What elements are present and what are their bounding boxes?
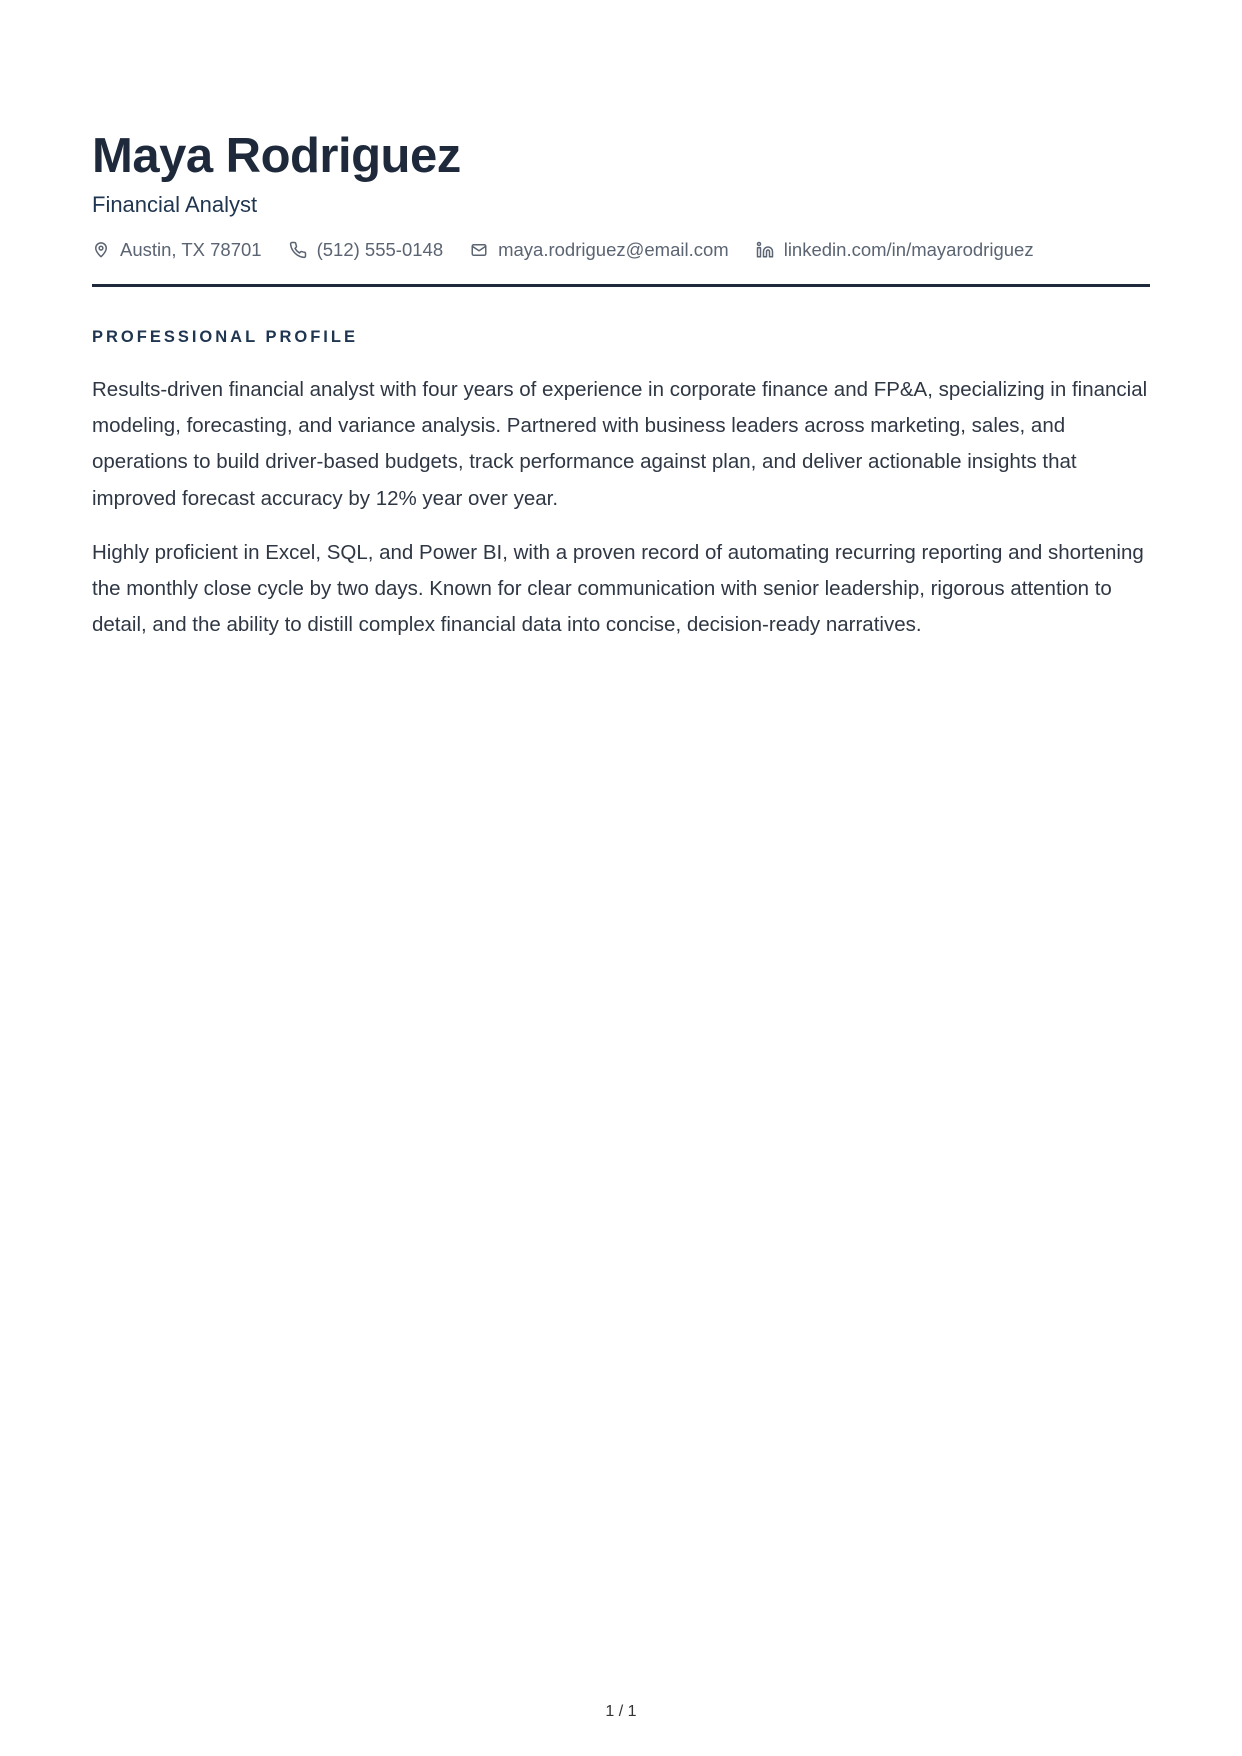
header-divider [92,284,1150,287]
phone-icon [289,241,307,259]
email-text: maya.rodriguez@email.com [498,239,729,260]
candidate-name: Maya Rodriguez [92,129,461,183]
location-text: Austin, TX 78701 [120,239,262,260]
job-title: Financial Analyst [92,192,258,217]
profile-section [92,372,1150,661]
linkedin-text: linkedin.com/in/mayarodriguez [783,239,1034,260]
phone-text: (512) 555-0148 [316,239,444,260]
contact-phone[interactable] [289,239,444,261]
profile-paragraph: Results-driven financial analyst with four years of experience in corporate finance and FP&A, specializing in financial modeling, forecasting, and variance analysis. Partnered with business leaders across marketing, sales, and operations to build driver-based budgets, track performance against plan, and deliver actionable insights that improved forecast accuracy by 12% year over year. [92,378,1148,510]
contact-linkedin[interactable] [756,239,1034,261]
contact-email[interactable] [470,239,729,261]
profile-paragraph: Highly proficient in Excel, SQL, and Power BI, with a proven record of automating recurring reporting and shortening the monthly close cycle by two days. Known for clear communication with senior leadership, rigorous attention to detail, and the ability to distill complex financial data into concise, decision-ready narratives. [92,540,1144,637]
contact-location [92,239,262,261]
page-number: 1 / 1 [605,1703,637,1720]
linkedin-icon [756,241,774,259]
contact-bar [92,236,1061,264]
mail-icon [470,241,488,259]
profile-heading: PROFESSIONAL PROFILE [92,328,358,346]
map-pin-icon [92,241,110,259]
